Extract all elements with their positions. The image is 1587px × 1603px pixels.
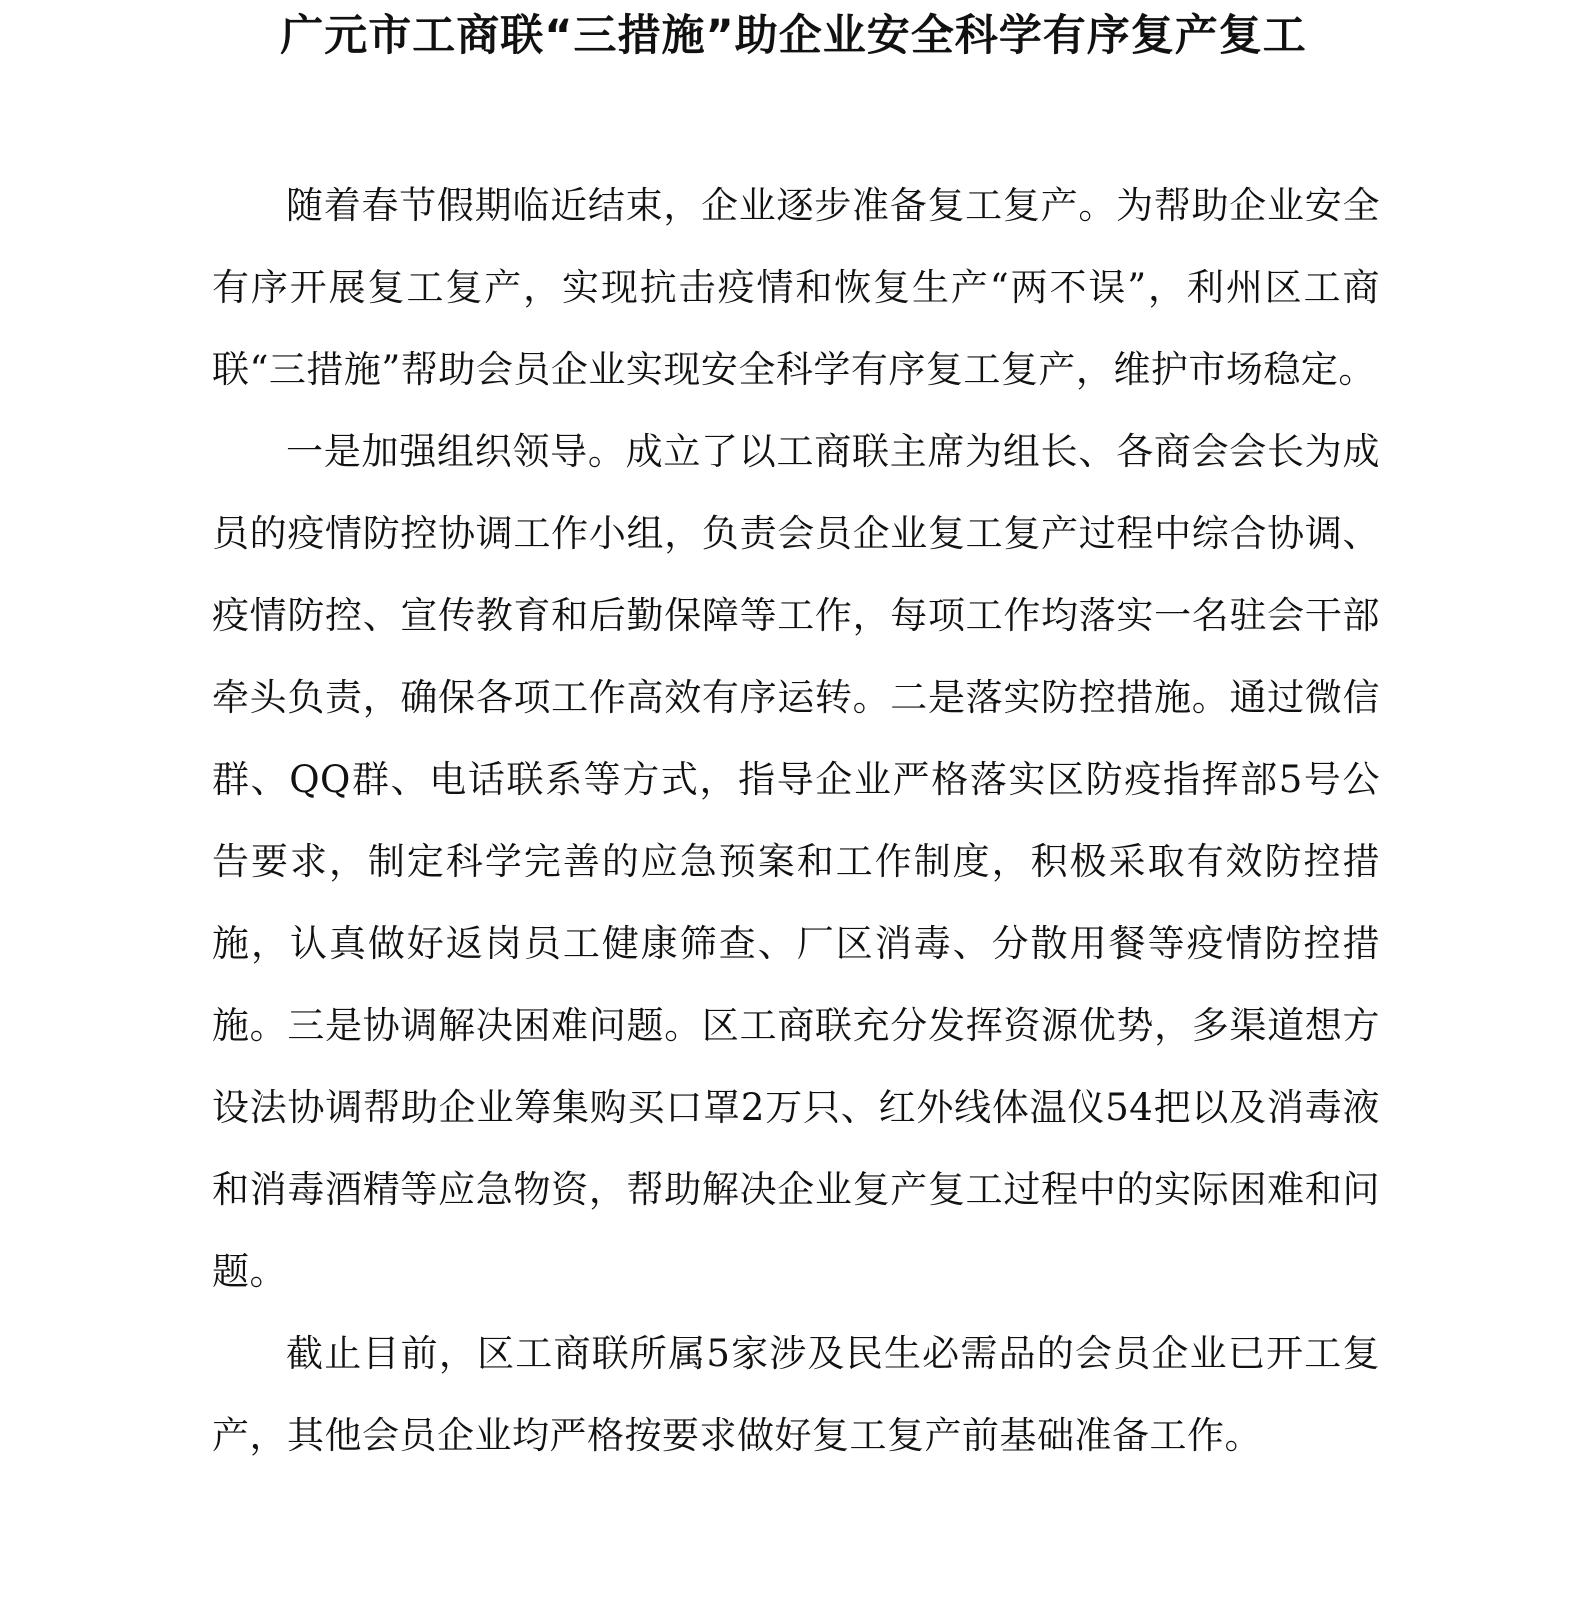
document-body [212, 165, 1380, 1477]
document-title: 广元市工商联“三措施”助企业安全科学有序复产复工 [280, 11, 1307, 61]
paragraph-measures: 一是加强组织领导。成立了以工商联主席为组长、各商会会长为成员的疫情防控协调工作小组，负责会员企业复工复产过程中综合协调、疫情防控、宣传教育和后勤保障等工作，每项工作均落实一名驻会干部牵头负责，确保各项工作高效有序运转。二是落实防控措施。通过微信群、QQ群、电话联系等方式，指导企业严格落实区防疫指挥部5号公告要求，制定科学完善的应急预案和工作制度，积极采取有效防控措施，认真做好返岗员工健康筛查、厂区消毒、分散用餐等疫情防控措施。三是协调解决困难问题。区工商联充分发挥资源优势，多渠道想方设法协调帮助企业筹集购买口罩2万只、红外线体温仪54把以及消毒液和消毒酒精等应急物资，帮助解决企业复产复工过程中的实际困难和问题。 [212, 430, 1380, 1293]
paragraph-intro: 随着春节假期临近结束，企业逐步准备复工复产。为帮助企业安全有序开展复工复产，实现抗击疫情和恢复生产“两不误”，利州区工商联“三措施”帮助会员企业实现安全科学有序复工复产，维护市场稳定。 [212, 184, 1380, 391]
paragraph-conclusion: 截止目前，区工商联所属5家涉及民生必需品的会员企业已开工复产，其他会员企业均严格按要求做好复工复产前基础准备工作。 [212, 1332, 1380, 1457]
